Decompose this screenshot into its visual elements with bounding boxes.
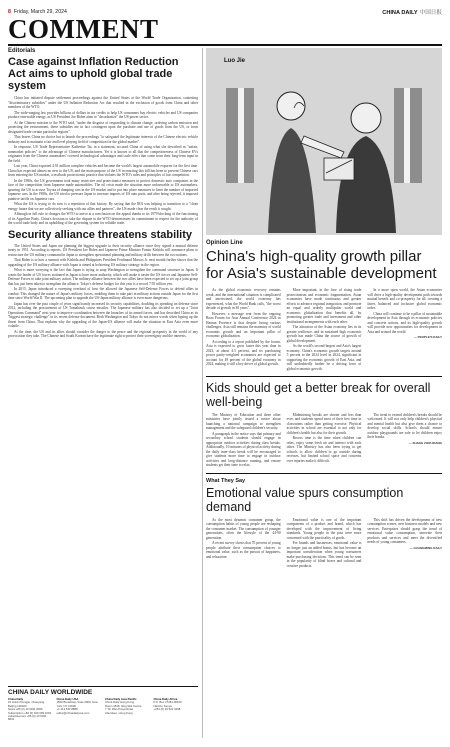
paragraph: China has initiated dispute settlement proceedings against the United States at the World Trade Organization, contesting "discriminatory subsidies" under the US Inflation Reduction Act that resulted in the exclusion of goods from China and other members of the WTO. (8, 96, 198, 109)
masthead-line: Aberdeen, Hong Kong (105, 710, 133, 715)
masthead-col (8, 698, 53, 722)
kids-headline[interactable]: Kids should get a better break for overall well-being (206, 380, 431, 409)
masthead-col (57, 698, 102, 722)
opinion-article (206, 288, 442, 372)
masthead-line: Subscription +86 (0) 400 699 0203 (8, 710, 51, 715)
paragraph: Midmorning breaks are shorter and less than ever, and students spend most of their free time in classrooms rather than getting exercise. Physical activities in school are essential to not only for children's health but also for their growth. (286, 412, 362, 435)
masthead-line: 1500 Broadway, Suite 2800, New York, NY 10036 (56, 700, 98, 708)
paragraph: Although in full rule to changes the WTO to arrive at a conclusion on the appeal thanks to its 1979 blocking of the functioning of its Appellate Body. China's decision to take the dispute to the WTO demonstrates its commitment to respect for the authority of the world trade body and its upholding of the governing system for reliable trade. (8, 212, 198, 225)
cartoon-artist: Luo Jie (224, 58, 246, 64)
article-column (206, 413, 281, 469)
emotional-value-headline[interactable]: Emotional value spurs consumption demand (206, 485, 404, 514)
kids-article (206, 413, 442, 469)
what-they-say-kicker: What They Say (206, 477, 246, 484)
article-column (367, 288, 442, 372)
paragraph: The wide-ranging law provides billions of dollars in tax credits to help US consumers buy electric vehicles and US companies produce renewable energy, as US President Joe Biden aims to "decarbonize" the US power sector. (8, 110, 198, 119)
masthead-line: Nairobi, Kenya (153, 703, 172, 708)
masthead-line: News +86 (0) 10 6491 8366 (8, 707, 43, 712)
article-column (206, 288, 281, 372)
masthead-line: +1 212 537 8888 (56, 707, 78, 712)
paragraph: The United States and Japan are planning the biggest upgrade to their security alliance since they signed a mutual defense treaty in 1951. According to reports, US President Joe Biden and Japanese Prime Minister Fumio Kishida will announce plans to restructure the US military command in Japan to strengthen operational planning and military drills between the two nations. (8, 243, 198, 257)
issue-date: Friday, March 29, 2024 (13, 9, 67, 15)
paragraph: A recent survey shows that 70 percent of young people attribute their consumption choices to emotional value, such as the pursuit of happiness, and relaxation. (206, 541, 281, 559)
masthead-line: 15 Huixin Dongjie, Chaoyang, Beijing 100029 (8, 700, 46, 708)
opinion-headline[interactable]: China's high-quality growth pillar for Asia's sustainable development (206, 248, 437, 282)
paragraph: This shift has driven the development of new consumption scenes, new business models and new services. Enterprises should grasp the trend of emotional value consumption, innovate their products and services and meet the diversified needs of young consumers. (367, 517, 443, 545)
editorial-cartoon (206, 48, 442, 235)
paragraph: According to a report published by the forum, Asia is expected to grow faster this year than in 2023, at about 4.5 percent, and its purchasing power parity-weighted economies are expected to account for 49 percent of the global economy in 2024, making it still a key driver of global growth. (206, 339, 281, 366)
masthead-line: +254 (0) 20 522 3498 (153, 707, 181, 712)
paragraph: In response, US Trade Representative Katherine Tai, in a statement, accused China of using what she described as "unfair, nonmarket policies" to the advantage of Chinese manufacturers. Yet it is known to all that the competitiveness of Chinese EVs originates from the Chinese automakers' covered technological advantages and scale effect that come from their long-term input in the field. (8, 145, 198, 163)
paragraph: As the global economic recovery remains weak, and the international situation is complicated and intertwined, the world economy has experienced, what the World Bank calls, "the worst decade of growth in 30 years". (206, 288, 281, 310)
article-divider (206, 376, 442, 377)
article-column (287, 413, 362, 469)
cartoon-illustration (206, 48, 442, 235)
paragraph: However, a message sent from the ongoing Boao Forum for Asia Annual Conference 2024 in Hainan Province is that despite facing various challenges, Asia still remains the mainstay of world economic growth and an important pillar of economic globalization. (206, 311, 281, 338)
paragraph: In 2015, Japan introduced a sweeping overhaul of how the allowed the Japanese Self-Defense Forces to defend allies in combat. This changed the nature of Japan's military forces, enabling them to take part in military actions outside Japan for the first time since World War II. The upcoming plan to upgrade the US-Japan military alliance is even more dangerous. (8, 287, 198, 300)
masthead-col-head: China Daily USA (56, 697, 79, 701)
masthead-col (154, 698, 199, 722)
paragraph: The trend to extend children's breaks should be welcomed. It will not only help children's physical and mental health but also give them a chance to develop social skills. Schools should ensure outdoor playgrounds are safe to let children enjoy their breaks. (367, 412, 443, 440)
article-column (287, 288, 362, 372)
paragraph: The Ministry of Education and three other ministries have jointly issued a notice about launching a national campaign to strengthen management and the safeguard children's security. (206, 412, 281, 431)
article-signoff: — ZHANG ZHOUXIANG (408, 440, 443, 445)
masthead-line: China Daily Hong Kong (105, 700, 135, 705)
paragraph: What the US is trying to do now is a repetition of that history. By saying that the IRA was helping to transition to a "clean energy future that we are collectively seeking with our allies and partners", the US made clear the result it sought. (8, 202, 198, 211)
masthead-line: P.O. Box 27281-00100 (153, 700, 182, 705)
emotional-value-article (206, 518, 442, 570)
editorials-kicker: Editorials (8, 48, 36, 54)
paragraph: For brands and businesses, emotional value is no longer just an added bonus, but has become an important consideration when young consumers make purchasing decisions. This trend can be seen in the popularity of blind boxes and cultural and creative products. (286, 541, 362, 568)
article-column (206, 518, 281, 570)
masthead-col-head: China Daily Africa (153, 697, 178, 701)
paragraph: More important, in the face of rising trade protectionism and economic fragmentation, Asian economies have made continuous and greater efforts to advance regional integration, and promote an equal and orderly multipolar world and economic globalization that benefits all, by promoting greater trade and investment and other institutional arrangements with each other. (286, 288, 362, 324)
brand-name: CHINA DAILY (382, 10, 418, 16)
paragraph: What is more worrying is the fact that Japan is trying to snap Washington to strengthen the command structure in Japan. It wants the leader of US forces stationed in Japan to have more authority, which will make it easier the US forces and Japanese Self-Defense Forces to take joint military action. The military alliance between the two allies have been expected to set up a joint group that has just been taken to strengthen the alliance, Tokyo's defense budget for this year is a record 7.95 trillion yen. (8, 268, 198, 286)
paragraph: At the time, the US and its allies should consider the danger to the peace and the regional prosperity in the world of any provocation they take. The Chinese and South Korean have the legitimate right to protect their sovereignty and the interests. (8, 329, 198, 338)
article-divider (206, 473, 442, 474)
masthead-line: Advertisement +86 (0) 10 6491 8631 (8, 714, 47, 722)
masthead-line: 7 Tin Wan Praya Road (105, 707, 134, 712)
paragraph: At the Chinese mission to the WTO said, "under the disguise of responding to climate change, ordering carbon emission and protecting the environment, these subsidies are in fact contingent upon the purchase and use of goods from the US, or from designated trade certain particular regions". (8, 120, 198, 134)
paragraph: Emotional value is one of the important components of a product and brand, which has developed with the improvement of living standards. Young people in the past were more concerned with the practicality of goods. (286, 517, 362, 540)
editorial-body-2 (8, 244, 198, 339)
paragraph: In a more open world, the Asian economies will drive a high-quality development path towards mutual benefit and co-prosperity for all, creating a fairer, balanced and inclusive global economic order. (367, 288, 443, 310)
paragraph: The attraction of the Asian economy lies in its greater resilience, and in sustained high economic growth has made China the source of growth of global development. (286, 325, 362, 343)
opinion-column (206, 48, 442, 569)
column-divider (202, 48, 203, 738)
article-column (367, 518, 442, 570)
paragraph: As the world's second-largest and Asia's largest economy, China's economic growth targets around 5 percent to the 2024 level in 2024, significant in supporting the economic growth of East Asia, and will undoubtedly further be a driving force of global economic growth. (286, 344, 362, 371)
editorial-body-1 (8, 96, 198, 226)
paragraph: That leaves China no choice but to launch the proceedings "to safeguard the legitimate interests of the Chinese electric vehicle industry and to maintain a fair and level playing field of competition for the global market". (8, 135, 198, 144)
section-title: COMMENT (8, 14, 159, 44)
paragraph: In the 1980s, the US government took many restrictive and protectionist measures to protect domestic auto companies in the face of the competition from Japanese made automobiles. The oil crisis made the situation more unfavorable to US automakers, spurring the US to accuse Toyota of dumping cars in the US market and to put into place measures to limit the number of imported Japanese cars. In the 1980s, the US tried to pressure Japan to increase imports of US auto parts, and after being rejected, it imposed punitive tariffs on Japanese cars. (8, 178, 198, 201)
masthead-col-head: China Daily (8, 697, 24, 701)
article-signoff: — PEOPLE'S DAILY (413, 335, 443, 339)
article-column (287, 518, 362, 570)
article-signoff: — GUANGMING DAILY (409, 545, 443, 550)
masthead-line: editor@chinadailyusa.com (56, 710, 90, 715)
editorial-headline-2[interactable]: Security alliance threatens stability (8, 228, 193, 241)
section-rule (8, 44, 442, 46)
opinion-kicker: Opinion Line (206, 240, 243, 246)
masthead-line: Room 1818, Hing Wai Centre (105, 703, 142, 708)
paragraph: That Biden is to host a summit with Kishida and Philippines President Ferdinand Marcos Jr. next month further shows that the upgrading of the US military alliance with Japan is aimed at bolstering US military strategy in the region. (8, 258, 198, 267)
paragraph: Recess time is the time when children can relax, enjoy some fresh air and interact with each other. The Ministry has also been trying to get schools to allow children to go outside during recesses, but limited school space and concerns over injuries make it difficult. (286, 436, 362, 463)
masthead-columns (8, 698, 198, 722)
newspaper-brand (382, 8, 442, 16)
editorial-headline-1[interactable]: Case against Inflation Reduction Act aims to uphold global trade system (8, 56, 179, 92)
masthead-title: CHINA DAILY WORLDWIDE (8, 689, 93, 696)
paragraph: As the most dynamic consumer group, the consumption habits of young people are reshaping the consumer market. The consumption of younger generations, often the lifestyle of the 44-90 generation. (206, 517, 281, 540)
page-number: 8 (8, 9, 11, 15)
editorials-column (8, 48, 198, 340)
brand-name-cn: 中国日报 (419, 10, 442, 16)
paragraph: Japan has over the past couple of years significantly increased its security capabilities, doubling its spending on defense since 2012, including the procurement of US Tomahawk cruise missiles. The Japanese military has also decided to set up a "Joint Operations Command" next year to improve coordination between the branches of its armed forces, and has described China as its "biggest strategic challenge" in its recent defense document. Both Washington and Tokyo do not mince words when hyping up the threat from China. That explains why the upgrading of the Japan-US alliance will make the situation in East Asia even more volatile. (8, 301, 198, 328)
paragraph: Last year, China exported 4.91 million complete vehicles and became the world's largest automobile exporter for the first time. China has expected almost no new to the US, and the main purpose of the US in enacting this bill has been to prevent Chinese cars from entering the US market, a textbook protectionist practice that violates the WTO's rules and principles of fair competition. (8, 164, 198, 177)
article-column (367, 413, 442, 469)
paragraph: China will continue to be a pillar of sustainable development in Asia through its economic policies and concrete actions, and its high-quality growth will provide new opportunities for development in Asia and around the world. (367, 311, 443, 334)
masthead-col-head: China Daily Asia Pacific (105, 697, 137, 701)
masthead-col (105, 698, 150, 722)
paragraph: A paragraph in the notice says that primary and secondary school students should engage in appropriate outdoor activities during class breaks. Additionally, 10 minutes of physical activity during the daily inter-class break will be encouraged to give students more time to engage in outdoor activities and long-distance running, and ensure students get their time to relax. (206, 431, 281, 468)
worldwide-masthead (8, 686, 198, 722)
